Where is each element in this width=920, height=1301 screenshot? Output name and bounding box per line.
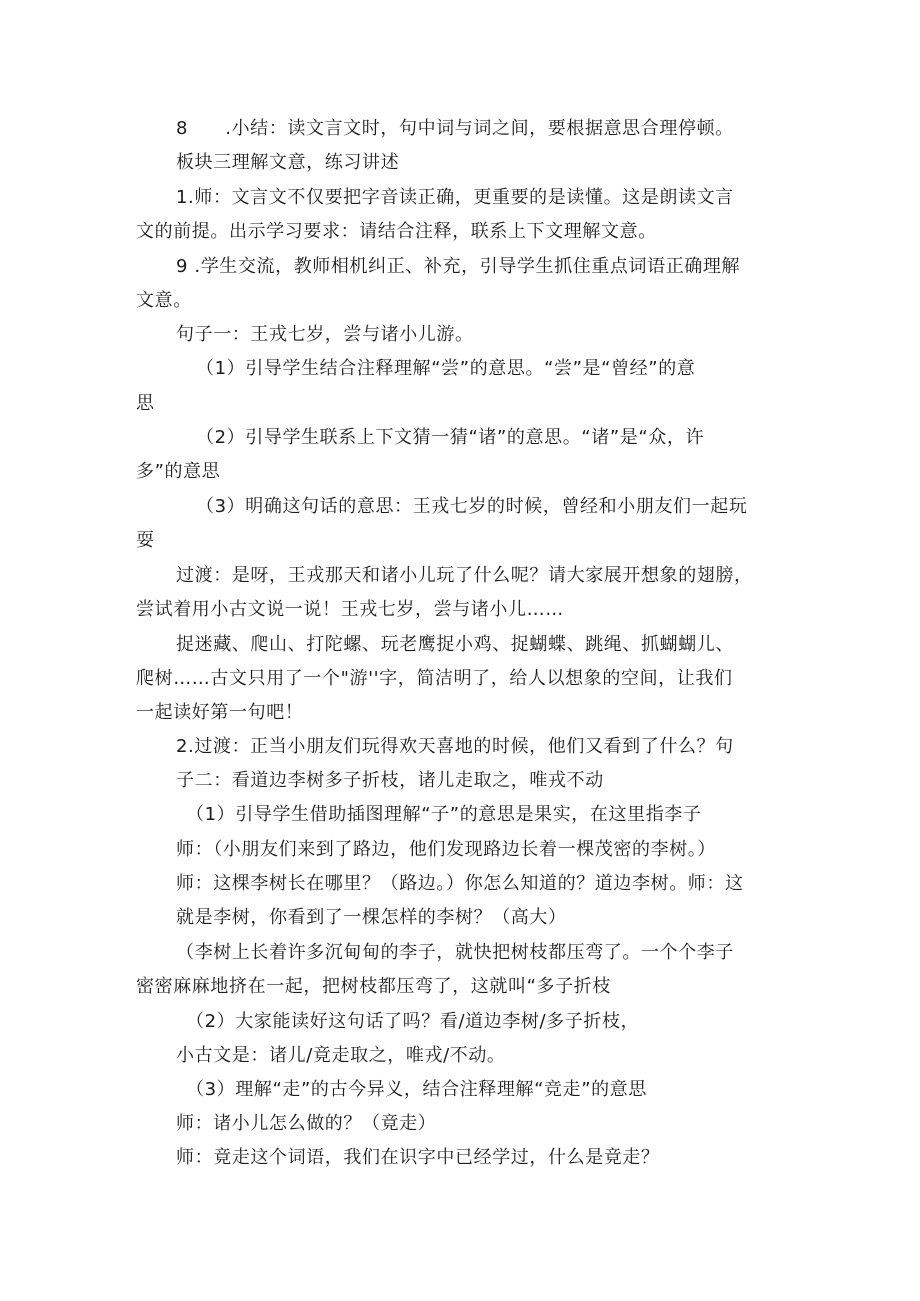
text-line: 文的前提。出示学习要求：请结合注释，联系上下文理解文意。 xyxy=(136,221,657,242)
text-line: 师：竟走这个词语，我们在识字中已经学过，什么是竟走？ xyxy=(176,1147,660,1168)
text-line: 密密麻麻地挤在一起，把树枝都压弯了，这就叫“多子折枝 xyxy=(136,976,611,997)
text-line: （2）引导学生联系上下文猜一猜“诸”的意思。“诸”是“众，许 xyxy=(196,427,705,448)
text-line: 过渡：是呀，王戎那天和诸小儿玩了什么呢？请大家展开想象的翅膀， xyxy=(176,565,753,586)
text-line: 2.过渡：正当小朋友们玩得欢天喜地的时候，他们又看到了什么？句 xyxy=(176,736,734,757)
text-line: 小古文是：诸儿/竟走取之，唯戎/不动。 xyxy=(176,1045,506,1066)
text-line: 思 xyxy=(136,393,155,414)
text-line: （3）理解“走”的古今异义，结合注释理解“竞走”的意思 xyxy=(186,1079,647,1100)
text-line: 捉迷藏、爬山、打陀螺、玩老鹰捉小鸡、捉蝴蝶、跳绳、抓蝴蝴儿、 xyxy=(176,634,734,655)
text-line: 爬树……古文只用了一个"游''字，简洁明了，给人以想象的空间，让我们 xyxy=(136,668,733,689)
text-line: 8 .小结：读文言文时，句中词与词之间，要根据意思合理停顿。 xyxy=(176,118,734,139)
text-line: 耍 xyxy=(136,530,155,551)
text-line: 一起读好第一句吧！ xyxy=(136,702,304,723)
text-line: 师：诸小儿怎么做的？（竟走） xyxy=(176,1113,437,1134)
text-line: 子二：看道边李树多子折枝，诸儿走取之，唯戎不动 xyxy=(176,770,604,791)
text-line: （李树上长着许多沉甸甸的李子，就快把树枝都压弯了。一个个李子 xyxy=(176,942,734,963)
text-line: 师：这棵李树长在哪里？（路边。）你怎么知道的？道边李树。师：这 xyxy=(176,873,744,894)
text-line: 9 .学生交流，教师相机纠正、补充，引导学生抓住重点词语正确理解 xyxy=(176,256,741,277)
text-line: （1）引导学生借助插图理解“子”的意思是果实，在这里指李子 xyxy=(186,804,702,825)
text-line: 多”的意思 xyxy=(136,461,221,482)
text-line: 文意。 xyxy=(136,290,192,311)
section-heading: 板块三理解文意，练习讲述 xyxy=(176,152,400,173)
text-line: 句子一：王戎七岁，尝与诸小儿游。 xyxy=(176,324,474,345)
text-line: 尝试着用小古文说一说！王戎七岁，尝与诸小儿…… xyxy=(136,599,564,620)
text-line: （3）明确这句话的意思：王戎七岁的时候，曾经和小朋友们一起玩 xyxy=(196,496,748,517)
text-line: 就是李树，你看到了一棵怎样的李树？（高大） xyxy=(176,907,567,928)
text-line: 师：（小朋友们来到了路边，他们发现路边长着一棵茂密的李树。） xyxy=(176,839,716,860)
text-line: （1）引导学生结合注释理解“尝”的意思。“尝”是“曾经”的意 xyxy=(196,358,696,379)
text-line: 1.师：文言文不仅要把字音读正确，更重要的是读懂。这是朗读文言 xyxy=(176,187,734,208)
text-line: （2）大家能读好这句话了吗？看/道边李树/多子折枝， xyxy=(186,1011,640,1032)
